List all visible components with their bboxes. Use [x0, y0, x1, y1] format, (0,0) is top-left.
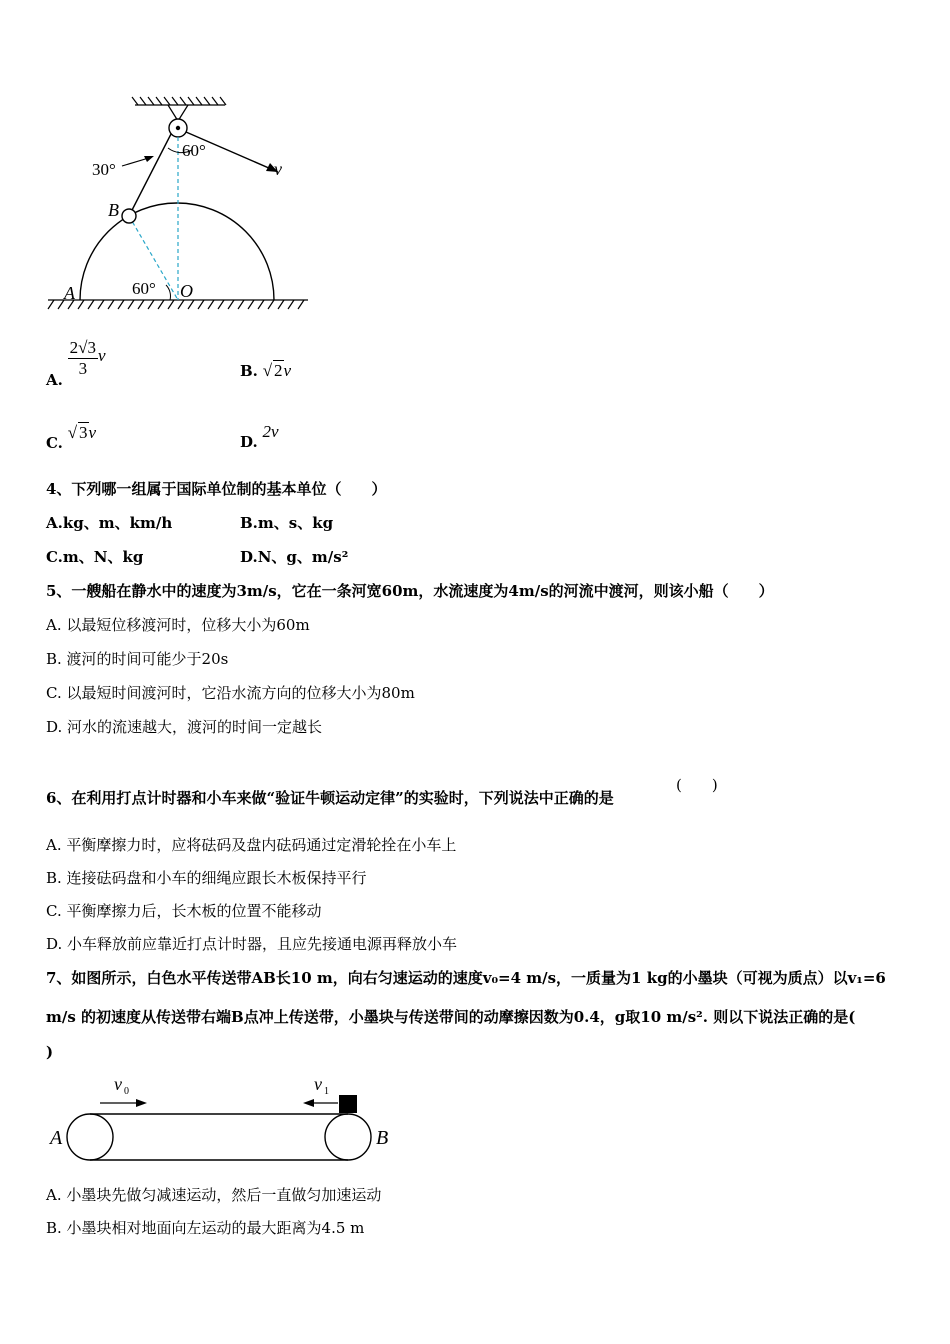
q3-option-d[interactable] — [240, 422, 279, 451]
radicand: 2 — [274, 361, 283, 380]
q4-option-d[interactable]: D.N、g、m/s² — [240, 548, 349, 566]
point-b-label: B — [376, 1127, 389, 1149]
velocity-label: v — [274, 159, 282, 179]
point-o-label: O — [180, 281, 193, 301]
figure-pulley-hemisphere — [40, 95, 330, 315]
v0-label: v — [114, 1074, 122, 1094]
v1-subscript: 1 — [324, 1086, 329, 1097]
q5-option-a[interactable]: A. 以最短位移渡河时，位移大小为60m — [46, 616, 310, 634]
v1-arrowhead-icon — [303, 1099, 314, 1107]
q4-option-c[interactable]: C.m、N、kg — [46, 548, 144, 566]
angle-arc-bottom — [166, 285, 170, 300]
q6-option-d[interactable]: D. 小车释放前应靠近打点计时器，且应先接通电源再释放小车 — [46, 935, 458, 953]
q5-stem: 5、一艘船在静水中的速度为3m/s，它在一条河宽60m，水流速度为4m/s的河流中渡河，则该小船（ ） — [46, 582, 774, 600]
fraction-denominator: 3 — [78, 359, 88, 378]
point-a-label: A — [64, 283, 75, 303]
point-a-label: A — [50, 1127, 63, 1149]
variable-v: v — [88, 423, 97, 442]
fraction-numerator: 2√3 — [69, 338, 96, 357]
q3-option-c[interactable]: C. √ 3v — [46, 423, 97, 452]
q5-option-d[interactable]: D. 河水的流速越大，渡河的时间一定越长 — [46, 718, 323, 736]
q7-stem-line3: ) — [46, 1043, 54, 1061]
ball-b — [122, 209, 136, 223]
q7-option-b[interactable]: B. 小墨块相对地面向左运动的最大距离为4.5 m — [46, 1219, 365, 1237]
q5-option-c[interactable]: C. 以最短时间渡河时，它沿水流方向的位移大小为80m — [46, 684, 415, 702]
q6-stem: 6、在利用打点计时器和小车来做“验证牛顿运动定律”的实验时，下列说法中正确的是 — [46, 789, 614, 807]
option-letter: D. — [240, 433, 258, 451]
fraction — [68, 338, 98, 379]
angle-60-bottom-label: 60° — [132, 279, 156, 298]
q7-stem-line2: m/s 的初速度从传送带右端B点冲上传送带，小墨块与传送带间的动摩擦因数为0.4，g取10 m/s². 则以下说法正确的是( — [46, 1008, 856, 1026]
roller-b — [325, 1114, 371, 1160]
angle-30-label: 30° — [92, 160, 116, 179]
variable-v: v — [98, 345, 106, 365]
figure-conveyor-belt — [44, 1070, 414, 1170]
q5-option-b[interactable]: B. 渡河的时间可能少于20s — [46, 650, 229, 668]
v1-label: v — [314, 1074, 322, 1094]
option-letter: C. — [46, 434, 63, 452]
ground — [48, 300, 308, 309]
q3-option-a[interactable] — [46, 338, 106, 389]
ceiling — [132, 97, 226, 105]
q6-option-a[interactable]: A. 平衡摩擦力时，应将砝码及盘内砝码通过定滑轮拴在小车上 — [46, 836, 457, 854]
option-letter: B. — [240, 362, 258, 380]
q4-option-b[interactable]: B.m、s、kg — [240, 514, 334, 532]
angle-60-top-label: 60° — [182, 141, 206, 160]
q6-option-c[interactable]: C. 平衡摩擦力后，长木板的位置不能移动 — [46, 902, 322, 920]
v0-arrowhead-icon — [136, 1099, 147, 1107]
q7-option-a[interactable]: A. 小墨块先做匀减速运动，然后一直做匀加速运动 — [46, 1186, 382, 1204]
q6-option-b[interactable]: B. 连接砝码盘和小车的细绳应跟长木板保持平行 — [46, 869, 367, 887]
q3-option-b[interactable]: B. √ 2v — [240, 361, 292, 380]
ink-block — [339, 1095, 357, 1113]
point-b-label: B — [108, 200, 119, 220]
roller-a — [67, 1114, 113, 1160]
variable-v: v — [283, 361, 292, 380]
option-letter: A. — [46, 370, 63, 389]
radicand: 3 — [79, 423, 88, 442]
v0-subscript: 0 — [124, 1086, 129, 1097]
q4-stem: 4、下列哪一组属于国际单位制的基本单位（ ） — [46, 480, 387, 498]
option-value: 2v — [262, 422, 279, 441]
q4-option-a[interactable]: A.kg、m、km/h — [46, 514, 173, 532]
q6-paren: ( ) — [676, 776, 718, 794]
q7-stem-line1: 7、如图所示，白色水平传送带AB长10 m，向右匀速运动的速度v₀=4 m/s，一质量为1 kg的小墨块（可视为质点）以v₁=6 — [46, 969, 886, 987]
